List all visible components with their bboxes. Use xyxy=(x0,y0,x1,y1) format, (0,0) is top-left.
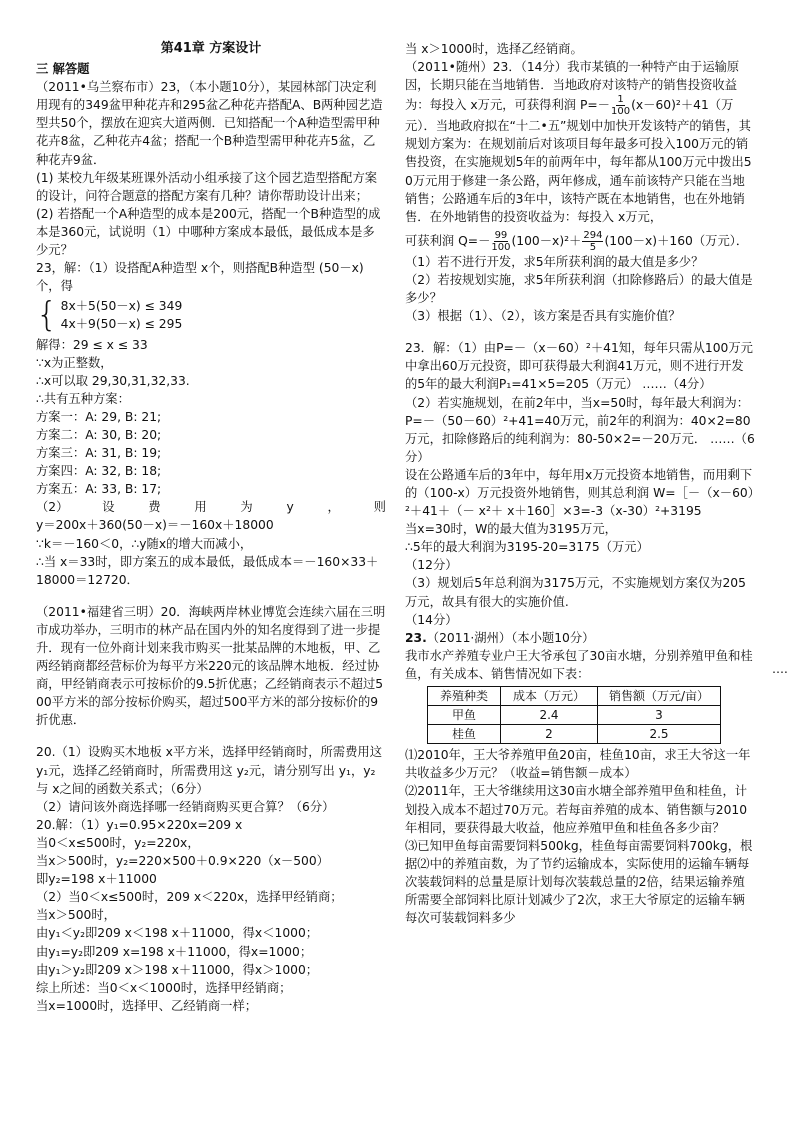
answer-line: 由y₁＞y₂即209 x＞198 x＋11000，得x＞1000； xyxy=(36,962,319,977)
question-3-part-1: （1）若不进行开发，求5年所获利润的最大值是多少？ xyxy=(405,254,704,269)
question-source: （2011·湖州）（本小题10分） xyxy=(426,630,595,645)
table-cell: 2.5 xyxy=(598,725,721,744)
question-4-part-2: ⑵2011年，王大爷继续用这30亩水塘全部养殖甲鱼和桂鱼，计划投入成本不超过70万元。若每亩养殖的成本、销售额与2010年相同，要获得最大收益，他应养殖甲鱼和桂鱼各多少亩？ xyxy=(405,784,748,835)
answer-line: 当0＜x≤500时，y₂=220x， xyxy=(36,835,200,850)
formula-part: 可获利润 Q=－ xyxy=(405,233,491,248)
question-2-part-2: （2）请问该外商选择哪一经销商购买更合算？（6分） xyxy=(36,799,335,814)
answer-line: 20.解：（1）y₁=0.95×220x=209 x xyxy=(36,817,243,832)
left-column xyxy=(36,40,386,1015)
table-header-row xyxy=(428,687,721,706)
inequality-system xyxy=(36,295,386,336)
question-3-part-3: （3）根据（1）、（2），该方案是否具有实施价值？ xyxy=(405,309,681,324)
margin-mark: …. xyxy=(772,662,788,676)
word: 为 xyxy=(240,500,253,515)
section-heading: 三 解答题 xyxy=(36,62,90,77)
table-cell: 3 xyxy=(598,706,721,725)
formula-part: (100－x)²＋ xyxy=(511,233,582,248)
table-header-cell: 养殖种类 xyxy=(428,687,501,706)
fraction-denominator: 100 xyxy=(610,106,631,118)
fraction-numerator: 99 xyxy=(494,229,508,241)
plan-line: 方案四：A: 32, B: 18; xyxy=(36,464,162,479)
answer-line: P=－（50－60）²+41=40万元，前2年的利润为：40×2=80万元，扣除修路后的纯利润为：80-50×2=－20万元． ……（6分） xyxy=(405,413,755,464)
question-4-heading xyxy=(405,629,755,647)
word: （2） xyxy=(36,500,69,515)
answer-line: 当x＞500时，y₂=220×500＋0.9×220（x－500） xyxy=(36,854,329,869)
fraction xyxy=(611,94,630,117)
answer-line: 当x=30时，W的最大值为3195万元， xyxy=(405,522,617,537)
table-cell: 2 xyxy=(501,725,598,744)
table-cell: 桂鱼 xyxy=(428,725,501,744)
question-1-text: （2011•乌兰察布市）23，（本小题10分），某园林部门决定利用现有的349盆甲种花卉和295盆乙种花卉搭配A、B两种园艺造型共50个，摆放在迎宾大道两侧．已知搭配一个A种造型需甲种花卉8盆，乙种花卉4盆；搭配一个B种造型需甲种花卉5盆，乙种花卉9盆． xyxy=(36,80,383,167)
answer-line: 当x=1000时，选择甲、乙经销商一样； xyxy=(36,998,258,1013)
word: 用 xyxy=(194,500,207,515)
answer-line: 设在公路通车后的3年中，每年用x万元投资本地销售，而用剩下的（100-x）万元投资外地销售，则其总利润 W=［－（x－60）²＋41＋（－ x²＋ x＋160］×3=-3（x-30）²+3195 xyxy=(405,467,754,519)
answer-line: ∴5年的最大利润为3195-20=3175（万元） xyxy=(405,540,649,555)
word: 则 xyxy=(373,500,386,515)
question-1-part-2: (2) 若搭配一个A种造型的成本是200元，搭配一个B种造型的成本是360元，试说明（1）中哪种方案成本最低，最低成本是多少元？ xyxy=(36,206,381,258)
fraction xyxy=(582,230,603,253)
question-3-text-part: （2011•随州）23．（14分）我市某镇的一种特产由于运输原因，长期只能在当地销售．当地政府对该特产的销售投资收益为：每投入 x万元，可获得利润 P=－ xyxy=(405,60,740,113)
answer-line: ∴x可以取 29,30,31,32,33. xyxy=(36,373,190,388)
fraction-denominator: 100 xyxy=(491,241,511,253)
answer-line: ∴共有五种方案： xyxy=(36,391,130,406)
answer-line: （14分） xyxy=(405,612,458,627)
answer-line: ∵k＝－160＜0，∴y随x的增大而减小， xyxy=(36,536,253,551)
plan-line: 方案一：A: 29, B: 21; xyxy=(36,409,162,424)
answer-1-intro: 23，解：（1）设搭配A种造型 x个，则搭配B种造型 (50－x)个，得 xyxy=(36,261,364,294)
answer-line: 当x＞500时， xyxy=(36,908,116,923)
word: 费 xyxy=(148,500,161,515)
word: ， xyxy=(327,500,340,515)
fraction-numerator: 294 xyxy=(583,229,603,241)
question-1-part-1: (1) 某校九年级某班课外活动小组承接了这个园艺造型搭配方案的设计，问符合题意的搭配方案有几种？请你帮助设计出来； xyxy=(36,170,378,203)
profit-formula-q xyxy=(405,230,755,253)
answer-line: （3）规划后5年总利润为3175万元，不实施规划方案仅为205万元，故具有很大的实施价值. xyxy=(405,576,746,609)
chapter-title: 第41章 方案设计 xyxy=(160,41,262,56)
table-row xyxy=(428,725,721,744)
question-2-text: （2011•福建省三明）20．海峡两岸林业博览会连续六届在三明市成功举办，三明市的林产品在国内外的知名度得到了进一步提升．现有一位外商计划来我市购买一批某品牌的木地板，甲、乙两经销商都经营标价为每平方米220元的该品牌木地板．经过协商，甲经销商表示可按标价的9.5折优惠；乙经销商表示不超过500平方米的部分按标价购买，超过500平方米的部分按标价的9折优惠． xyxy=(36,604,386,728)
fraction-numerator: 1 xyxy=(617,94,624,106)
question-number: 23. xyxy=(405,630,427,645)
answer-line: 解得：29 ≤ x ≤ 33 xyxy=(36,337,148,352)
formula-part: (100－x)＋160（万元）． xyxy=(604,233,749,248)
inequality-1: 8x＋5(50－x) ≤ 349 xyxy=(60,299,183,314)
answer-line: ∵x为正整数， xyxy=(36,355,113,370)
question-4-part-1: ⑴2010年，王大爷养殖甲鱼20亩，桂鱼10亩，求王大爷这一年共收益多少万元？（收益=销售额－成本） xyxy=(405,748,751,781)
answer-line: 综上所述：当0＜x＜1000时，选择甲经销商； xyxy=(36,980,292,995)
word: 设 xyxy=(102,500,115,515)
table-row xyxy=(428,706,721,725)
answer-line: 当 x＞1000时，选择乙经销商。 xyxy=(405,42,583,56)
fraction xyxy=(491,230,510,253)
inequality-2: 4x＋9(50－x) ≤ 295 xyxy=(60,317,183,332)
brace-symbol: { xyxy=(36,295,58,336)
answer-line: ∴当 x＝33时，即方案五的成本最低，最低成本＝－160×33＋18000＝12720． xyxy=(36,554,379,587)
fraction-denominator: 5 xyxy=(589,241,597,253)
answer-line: （2）当0＜x≤500时，209 x＜220x，选择甲经销商； xyxy=(36,890,343,905)
answer-line: 即y₂=198 x＋11000 xyxy=(36,872,157,887)
answer-line: 由y₁＜y₂即209 x＜198 x＋11000，得x＜1000； xyxy=(36,926,319,941)
answer-1-part-2-heading xyxy=(36,498,386,516)
question-3-part-2: （2）若按规划实施，求5年所获利润（扣除修路后）的最大值是多少？ xyxy=(405,272,753,306)
word: y xyxy=(286,500,294,515)
answer-line: （2）若实施规划，在前2年中，当x=50时，每年最大利润为： xyxy=(405,395,750,410)
table-cell: 甲鱼 xyxy=(428,706,501,725)
answer-line: y＝200x＋360(50－x)＝－160x＋18000 xyxy=(36,518,274,533)
right-column xyxy=(405,40,755,927)
answer-line: （12分） xyxy=(405,558,458,573)
question-3-text-part: (x－60)²＋41（万元）．当地政府拟在“十二•五”规划中加快开发该特产的销售，其规划方案为：在规划前后对该项目每年最多可投入100万元的销售投资，在实施规划5年的前两年中，每年都从100万元中拨出50万元用于修建一条公路，两年修成，通车前该特产只能在当地销售；公路通车后的3年中，该特产既在本地销售，也在外地销售．在外地销售的投资收益为：每投入 x万元， xyxy=(405,98,752,224)
fish-farming-table xyxy=(427,686,721,744)
question-4-part-3: ⑶已知甲鱼每亩需要饲料500kg，桂鱼每亩需要饲料700kg，根据⑵中的养殖亩数，为了节约运输成本，实际使用的运输车辆每次装载饲料的总量是原计划每次装载总量的2倍，结果运输养殖所需要全部饲料比原计划减少了2次，求王大爷原定的运输车辆每次可装载饲料多少 xyxy=(405,838,753,926)
answer-line: 23．解：（1）由P=－（x－60）²＋41知，每年只需从100万元中拿出60万元投资，即可获得最大利润41万元，则不进行开发的5年的最大利润P₁=41×5=205（万元） ……（4分） xyxy=(405,341,753,392)
plan-line: 方案二：A: 30, B: 20; xyxy=(36,427,162,442)
question-3-text xyxy=(405,58,755,226)
question-4-text: 我市水产养殖专业户王大爷承包了30亩水塘，分别养殖甲鱼和桂鱼，有关成本、销售情况如下表： xyxy=(405,648,753,681)
question-2-part-1: 20.（1）设购买木地板 x平方米，选择甲经销商时，所需费用这 y₁元，选择乙经销商时，所需费用这 y₂元，请分别写出 y₁，y₂与 x之间的函数关系式；（6分） xyxy=(36,745,382,796)
table-header-cell: 成本（万元） xyxy=(501,687,598,706)
plan-line: 方案三：A: 31, B: 19; xyxy=(36,446,162,461)
plan-line: 方案五：A: 33, B: 17; xyxy=(36,482,162,497)
answer-line: 由y₁=y₂即209 x=198 x＋11000，得x=1000； xyxy=(36,944,313,959)
table-cell: 2.4 xyxy=(501,706,598,725)
table-header-cell: 销售额（万元/亩） xyxy=(598,687,721,706)
